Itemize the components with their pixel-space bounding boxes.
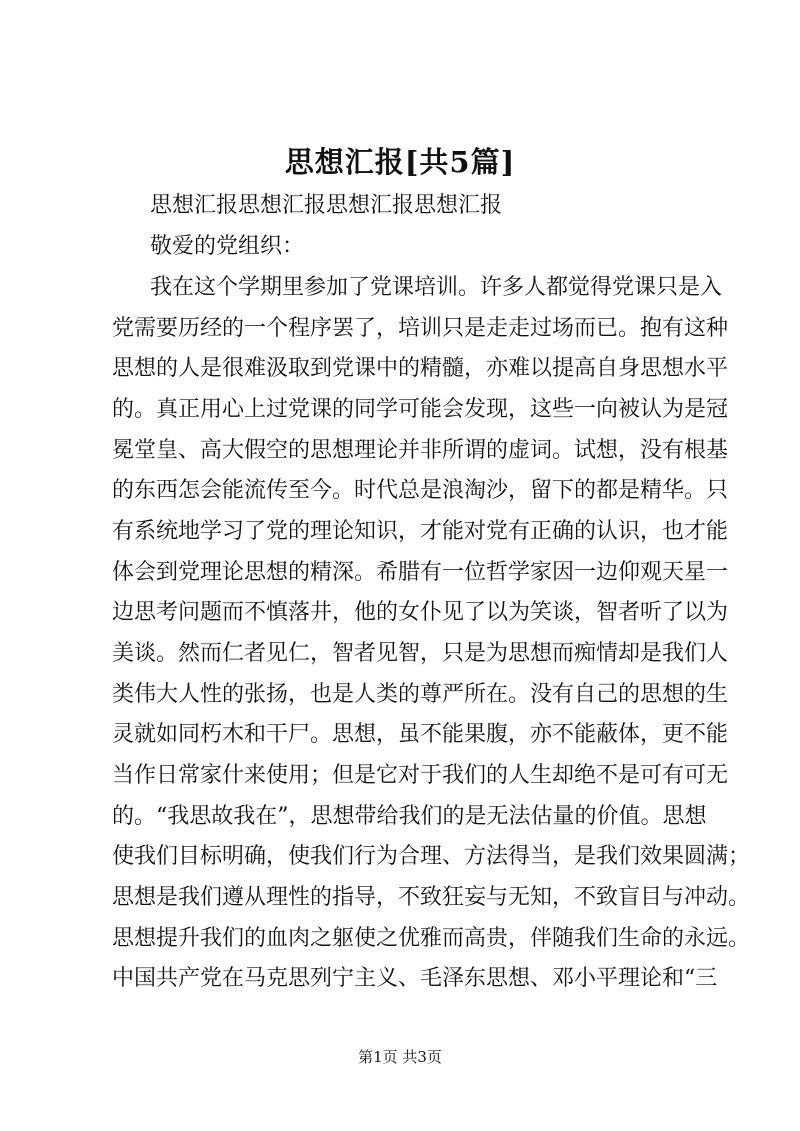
body-line: 思想是我们遵从理性的指导，不致狂妄与无知，不致盲目与冲动。: [112, 885, 751, 910]
body-line: 类伟大人性的张扬，也是人类的尊严所在。没有自己的思想的生: [112, 682, 729, 707]
salutation: 敬爱的党组织：: [150, 234, 305, 259]
body-line: 灵就如同朽木和干尸。思想，虽不能果腹，亦不能蔽体，更不能: [112, 722, 729, 747]
body-line: 的东西怎会能流传至今。时代总是浪淘沙，留下的都是精华。只: [112, 478, 729, 503]
body-line: 思想提升我们的血肉之躯使之优雅而高贵，伴随我们生命的永远。: [112, 926, 751, 951]
page-footer: 第1页 共3页: [358, 1048, 442, 1066]
document-subtitle: 思想汇报思想汇报思想汇报思想汇报: [150, 193, 503, 218]
body-line: 体会到党理论思想的精深。希腊有一位哲学家因一边仰观天星一: [112, 560, 729, 585]
body-line: 当作日常家什来使用；但是它对于我们的人生却绝不是可有可无: [112, 763, 729, 788]
body-line: 使我们目标明确，使我们行为合理、方法得当，是我们效果圆满；: [112, 844, 751, 869]
body-line: 中国共产党在马克思列宁主义、毛泽东思想、邓小平理论和“三: [112, 966, 718, 991]
body-line: 的。“我思故我在”，思想带给我们的是无法估量的价值。思想: [112, 804, 707, 829]
body-line: 党需要历经的一个程序罢了，培训只是走走过场而已。抱有这种: [112, 316, 729, 341]
body-line: 美谈。然而仁者见仁，智者见智，只是为思想而痴情却是我们人: [112, 641, 729, 666]
body-line: 边思考问题而不慎落井，他的女仆见了以为笑谈，智者听了以为: [112, 600, 729, 625]
document-title: 思想汇报[共5篇]: [284, 145, 516, 179]
body-line: 的。真正用心上过党课的同学可能会发现，这些一向被认为是冠: [112, 397, 729, 422]
body-line: 思想的人是很难汲取到党课中的精髓，亦难以提高自身思想水平: [112, 356, 729, 381]
body-line: 冕堂皇、高大假空的思想理论并非所谓的虚词。试想，没有根基: [112, 438, 729, 463]
body-line: 有系统地学习了党的理论知识，才能对党有正确的认识，也才能: [112, 519, 729, 544]
body-line: 我在这个学期里参加了党课培训。许多人都觉得党课只是入: [150, 275, 723, 300]
